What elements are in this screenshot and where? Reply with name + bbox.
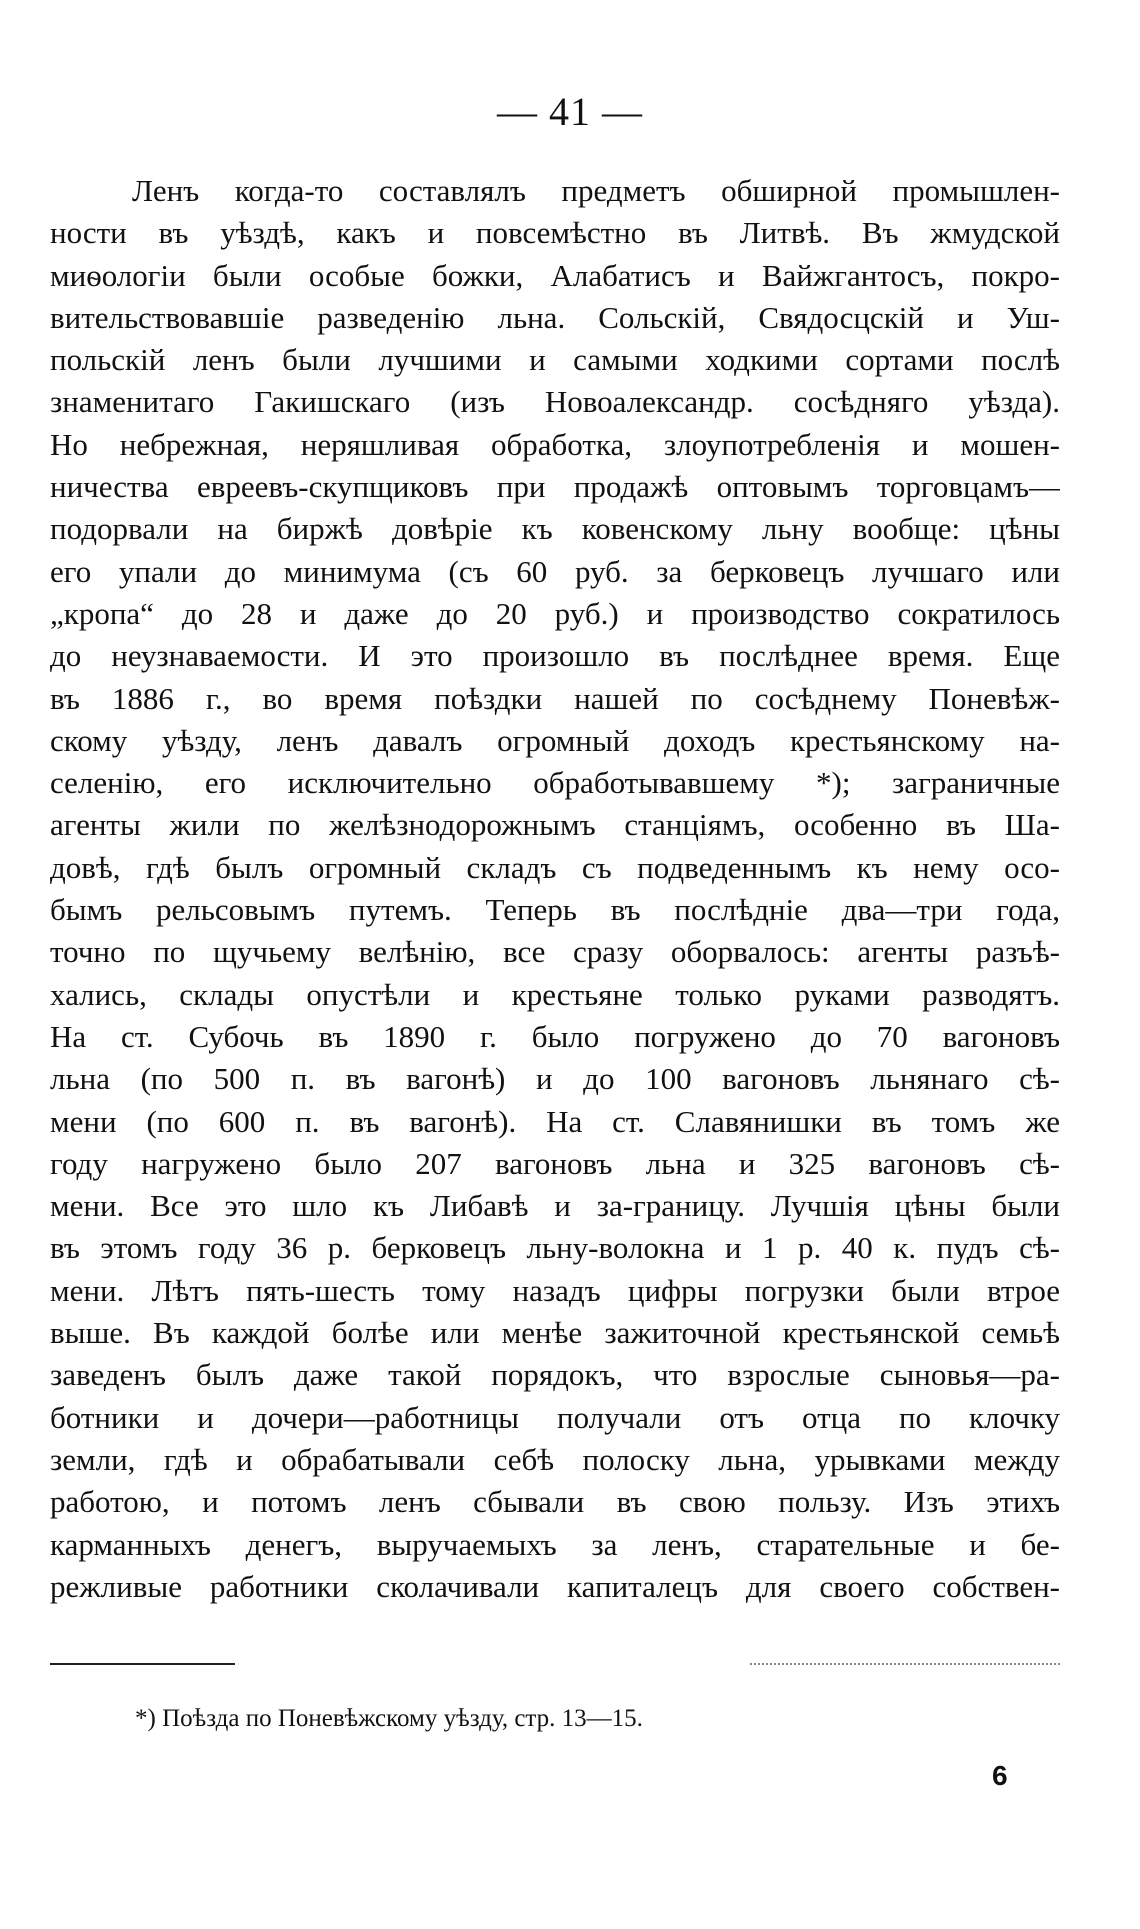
text-line: подорвали на биржѣ довѣріе къ ковенскому льну вообще: цѣны xyxy=(50,511,1060,547)
text-line: миѳологіи были особые божки, Алабатисъ и Вайжгантосъ, покро- xyxy=(50,257,1060,293)
text-line: ничества евреевъ-скупщиковъ при продажѣ оптовымъ торговцамъ— xyxy=(50,469,1060,505)
text-line: На ст. Субочь въ 1890 г. было погружено до 70 вагоновъ xyxy=(50,1018,1060,1054)
text-line: Но небрежная, неряшливая обработка, злоупотребленія и мошен- xyxy=(50,426,1060,462)
text-line: селенію, его исключительно обработывавшему *); заграничные xyxy=(50,765,1060,801)
footnote: *) Поѣзда по Поневѣжскому уѣзду, стр. 13—15. xyxy=(135,1705,643,1732)
footnote-rule-faint xyxy=(750,1663,1060,1665)
text-line: ботники и дочери—работницы получали отъ отца по клочку xyxy=(50,1399,1060,1435)
text-line: довѣ, гдѣ былъ огромный складъ съ подведеннымъ къ нему осо- xyxy=(50,849,1060,885)
text-line: выше. Въ каждой болѣе или менѣе зажиточной крестьянской семьѣ xyxy=(50,1315,1060,1351)
text-line: „кропа“ до 28 и даже до 20 руб.) и производство сократилось xyxy=(50,595,1060,631)
body-paragraph xyxy=(50,170,1060,1608)
text-line: мени. Все это шло къ Либавѣ и за-границу. Лучшія цѣны были xyxy=(50,1188,1060,1224)
text-line: режливые работники сколачивали капиталецъ для своего собствен- xyxy=(50,1568,1060,1604)
text-line: въ этомъ году 36 р. берковецъ льну-волокна и 1 р. 40 к. пудъ сѣ- xyxy=(50,1230,1060,1266)
text-line: работою, и потомъ ленъ сбывали въ свою пользу. Изъ этихъ xyxy=(50,1484,1060,1520)
text-line: вительствовавшіе разведенію льна. Сольскій, Свядосцскій и Уш- xyxy=(50,299,1060,335)
footnote-rule-line xyxy=(50,1663,235,1665)
text-line: ности въ уѣздѣ, какъ и повсемѣстно въ Литвѣ. Въ жмудской xyxy=(50,215,1060,251)
text-line: его упали до минимума (съ 60 руб. за берковецъ лучшаго или xyxy=(50,553,1060,589)
text-line: скому уѣзду, ленъ давалъ огромный доходъ крестьянскому на- xyxy=(50,722,1060,758)
text-line: хались, склады опустѣли и крестьяне только руками разводятъ. xyxy=(50,976,1060,1012)
text-line: земли, гдѣ и обрабатывали себѣ полоску льна, урывками между xyxy=(50,1441,1060,1477)
printer-signature-mark: 6 xyxy=(992,1760,1008,1791)
text-line: польскій ленъ были лучшими и самыми ходкими сортами послѣ xyxy=(50,342,1060,378)
text-line: карманныхъ денегъ, выручаемыхъ за ленъ, старательные и бе- xyxy=(50,1526,1060,1562)
page-number: — 41 — xyxy=(497,89,643,134)
text-line: заведенъ былъ даже такой порядокъ, что взрослые сыновья—ра- xyxy=(50,1357,1060,1393)
text-line: бымъ рельсовымъ путемъ. Теперь въ послѣдніе два—три года, xyxy=(50,892,1060,928)
text-line: до неузнаваемости. И это произошло въ послѣднее время. Еще xyxy=(50,638,1060,674)
text-line: льна (по 500 п. въ вагонѣ) и до 100 вагоновъ льнянаго сѣ- xyxy=(50,1061,1060,1097)
text-line: агенты жили по желѣзнодорожнымъ станціямъ, особенно въ Ша- xyxy=(50,807,1060,843)
text-line: знаменитаго Гакишскаго (изъ Новоалександр. сосѣдняго уѣзда). xyxy=(50,384,1060,420)
text-line: мени (по 600 п. въ вагонѣ). На ст. Славянишки въ томъ же xyxy=(50,1103,1060,1139)
text-line: точно по щучьему велѣнію, все сразу оборвалось: агенты разъѣ- xyxy=(50,934,1060,970)
text-line: мени. Лѣтъ пять-шесть тому назадъ цифры погрузки были втрое xyxy=(50,1272,1060,1308)
text-line: году нагружено было 207 вагоновъ льна и 325 вагоновъ сѣ- xyxy=(50,1145,1060,1181)
text-line: въ 1886 г., во время поѣздки нашей по сосѣднему Поневѣж- xyxy=(50,680,1060,716)
text-line: Ленъ когда-то составлялъ предметъ обширной промышлен- xyxy=(132,173,1060,208)
